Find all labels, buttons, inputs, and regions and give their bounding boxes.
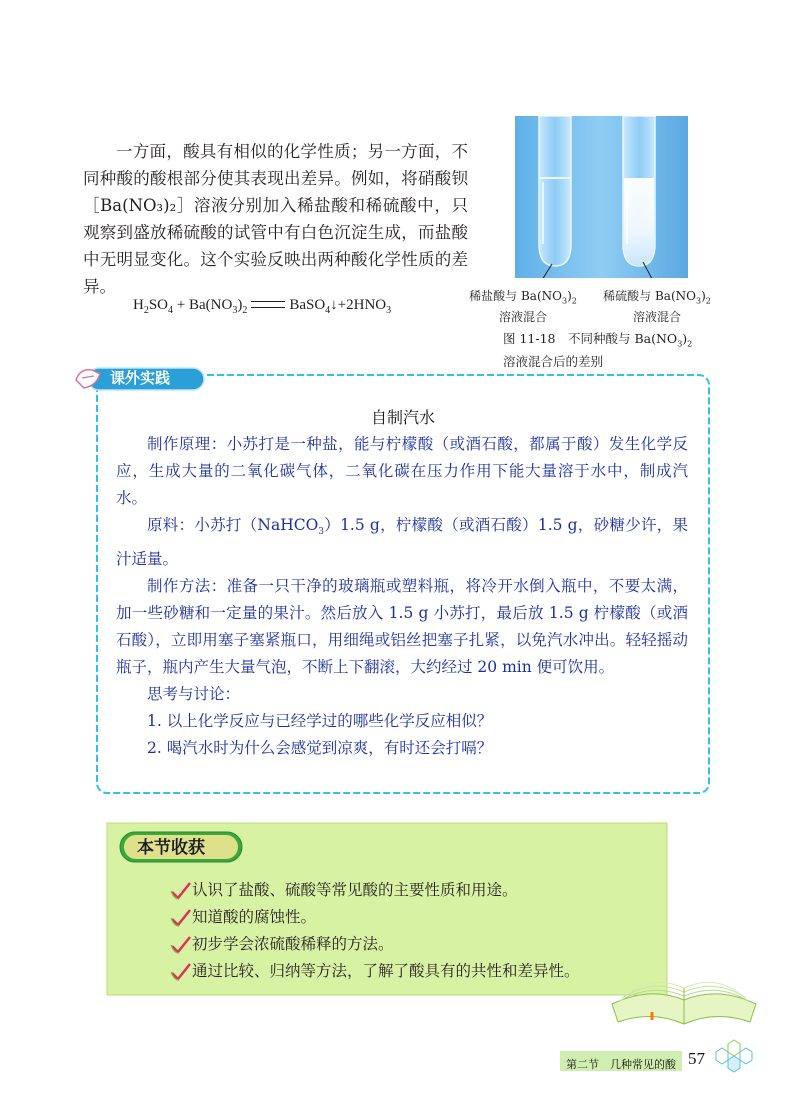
- summary-item: 认识了盐酸、硫酸等常见酸的主要性质和用途。: [170, 877, 580, 904]
- check-icon: [170, 935, 192, 955]
- check-icon: [170, 962, 192, 982]
- materials-paragraph: 原料：小苏打（NaHCO$_3$）1.5 g，柠檬酸（或酒石酸）1.5 g，砂糖少许，果汁适量。: [116, 516, 689, 569]
- question-2: 2. 喝汽水时为什么会感觉到凉爽，有时还会打嗝？: [147, 739, 493, 758]
- intro-paragraph: 一方面，酸具有相似的化学性质；另一方面，不同种酸的酸根部分使其表现出差异。例如，将硝酸钡［Ba(NO₃)₂］溶液分别加入稀盐酸和稀硫酸中，只观察到盛放稀硫酸的试管中有白色沉淀生成，而盐酸中无明显变化。这个实验反映出两种酸化学性质的差异。: [83, 142, 468, 296]
- summary-list: [170, 877, 580, 985]
- left-tube-label: 稀盐酸与 $Ba(NO_3)_2$ 溶液混合: [469, 289, 577, 325]
- figure-caption: 图 11-18 不同种酸与 $Ba(NO_3)_2$ 溶液混合后的差别: [503, 331, 693, 369]
- discussion-heading: 思考与讨论：: [147, 685, 241, 704]
- page-number: 57: [688, 1049, 705, 1068]
- right-tube-label: 稀硫酸与 $Ba(NO_3)_2$ 溶液混合: [603, 289, 711, 325]
- summary-item: 通过比较、归纳等方法，了解了酸具有的共性和差异性。: [170, 958, 580, 985]
- check-icon: [170, 881, 192, 901]
- question-1: 1. 以上化学反应与已经学过的哪些化学反应相似？: [147, 712, 493, 731]
- precipitate-arrow: ↓: [330, 297, 338, 313]
- hexagon-decoration-icon: [716, 1040, 752, 1072]
- summary-item: 初步学会浓硫酸稀释的方法。: [170, 931, 580, 958]
- check-icon: [170, 908, 192, 928]
- principle-paragraph: 制作原理：小苏打是一种盐，能与柠檬酸（或酒石酸，都属于酸）发生化学反应，生成大量的二氧化碳气体，二氧化碳在压力作用下能大量溶于水中，制成汽水。: [116, 435, 688, 507]
- summary-item: 知道酸的腐蚀性。: [170, 904, 580, 931]
- method-paragraph: 制作方法：准备一只干净的玻璃瓶或塑料瓶，将冷开水倒入瓶中，不要太满，加一些砂糖和一定量的果汁。然后放入 1.5 g 小苏打，最后放 1.5 g 柠檬酸（或酒石酸），立即用塞子塞紧瓶口，用细绳或铝丝把塞子扎紧，以免汽水冲出。轻轻摇动瓶子，瓶内产生大量气泡，不断上下翻滚，大约经过 20 min 便可饮用。: [116, 577, 688, 677]
- summary-tag-label: 本节收获: [137, 838, 205, 858]
- practice-tag-label: 课外实践: [110, 369, 171, 387]
- practice-title: 自制汽水: [370, 408, 435, 427]
- chemical-equation: $H_2SO_4 + Ba(NO_3)_2$ $BaSO_4↓+2HNO_3$: [133, 297, 392, 316]
- footer-section-title: 第二节 几种常见的酸: [566, 1058, 676, 1071]
